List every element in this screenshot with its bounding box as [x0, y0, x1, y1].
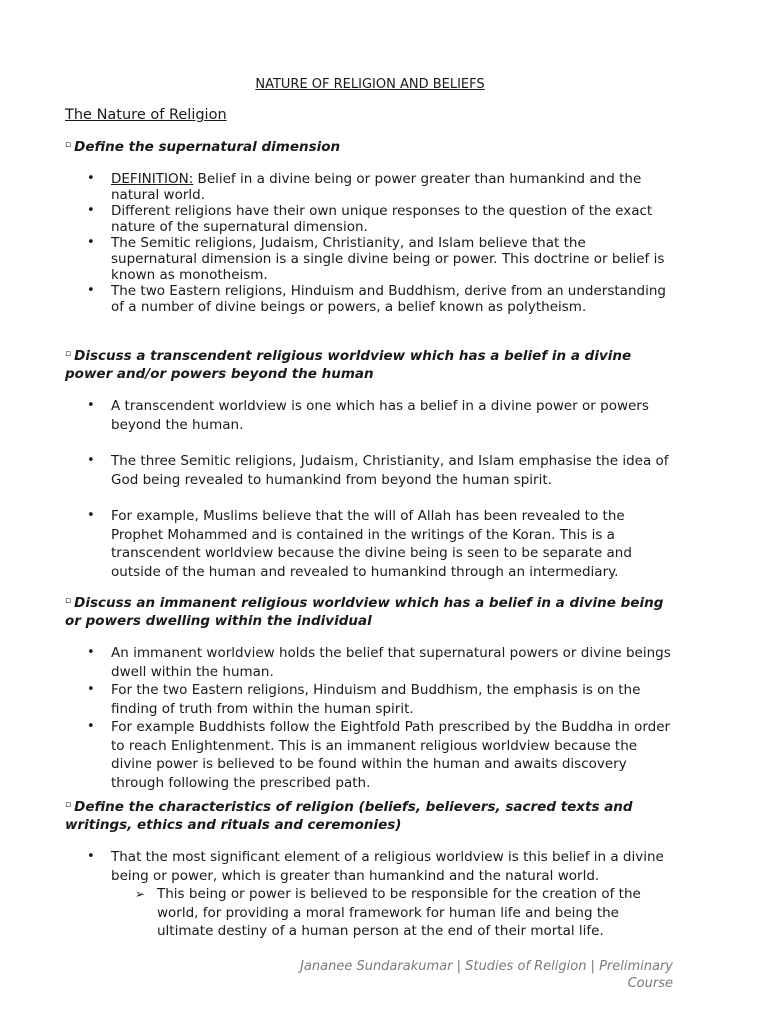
list-item: • For example Buddhists follow the Eightfold Path prescribed by the Buddha in order to reach Enlightenment. This is an immanent religious worldview because the divine power is believed to be found within the human and awaits discovery through following the prescribed path. [65, 718, 675, 792]
bullet-list [65, 171, 675, 315]
checkbox-bullet-icon: ▫ [65, 596, 72, 606]
list-item: • An immanent worldview holds the belief that supernatural powers or divine beings dwell within the human. [65, 644, 675, 681]
list-item: • For example, Muslims believe that the will of Allah has been revealed to the Prophet Mohammed and is contained in the writings of the Koran. This is a transcendent worldview because the divine being is seen to be separate and outside of the human and revealed to humankind through an intermediary. [65, 507, 675, 581]
bullet-list [65, 848, 675, 885]
list-item: • That the most significant element of a religious worldview is this belief in a divine being or power, which is greater than humankind and the natural world. [65, 848, 675, 885]
list-item: • Different religions have their own unique responses to the question of the exact nature of the supernatural dimension. [65, 203, 675, 235]
footer-line: Course [627, 976, 673, 991]
list-item: • A transcendent worldview is one which has a belief in a divine power or powers beyond the human. [65, 397, 675, 434]
section-heading: ▫ Discuss a transcendent religious worldview which has a belief in a divine power and/or powers beyond the human [65, 348, 632, 382]
list-item: • The three Semitic religions, Judaism, Christianity, and Islam emphasise the idea of God being revealed to humankind from beyond the human spirit. [65, 452, 675, 489]
section-transcendent-worldview [65, 345, 675, 581]
list-item: • For the two Eastern religions, Hinduism and Buddhism, the emphasis is on the finding of truth from within the human spirit. [65, 681, 675, 718]
list-item: • DEFINITION: Belief in a divine being or power greater than humankind and the natural world. [65, 171, 675, 203]
section-subtitle: The Nature of Religion [65, 107, 227, 123]
checkbox-bullet-icon: ▫ [65, 800, 72, 810]
page-footer [300, 958, 673, 992]
bullet-list [65, 397, 675, 581]
sub-list-item: ➢ This being or power is believed to be responsible for the creation of the world, for providing a moral framework for human life and being the ultimate destiny of a human person at the end of their mortal life. [65, 885, 675, 941]
section-characteristics-of-religion [65, 796, 675, 941]
section-immanent-worldview [65, 592, 675, 792]
section-heading: ▫ Discuss an immanent religious worldview which has a belief in a divine being or powers dwelling within the individual [65, 595, 664, 629]
section-heading: ▫ Define the characteristics of religion (beliefs, believers, sacred texts and writings, ethics and rituals and ceremonies) [65, 799, 633, 833]
footer-line: Jananee Sundarakumar | Studies of Religion | Preliminary [300, 959, 673, 974]
document-title: NATURE OF RELIGION AND BELIEFS [255, 77, 485, 92]
bullet-list [65, 644, 675, 792]
section-heading: ▫ Define the supernatural dimension [65, 139, 341, 155]
checkbox-bullet-icon: ▫ [65, 349, 72, 359]
list-item: • The two Eastern religions, Hinduism and Buddhism, derive from an understanding of a number of divine beings or powers, a belief known as polytheism. [65, 283, 675, 315]
checkbox-bullet-icon: ▫ [65, 140, 72, 150]
list-item: • The Semitic religions, Judaism, Christianity, and Islam believe that the supernatural dimension is a single divine being or power. This doctrine or belief is known as monotheism. [65, 235, 675, 283]
definition-label: DEFINITION: [111, 171, 194, 187]
section-supernatural-dimension [65, 136, 675, 315]
sub-bullet-list [65, 885, 675, 941]
